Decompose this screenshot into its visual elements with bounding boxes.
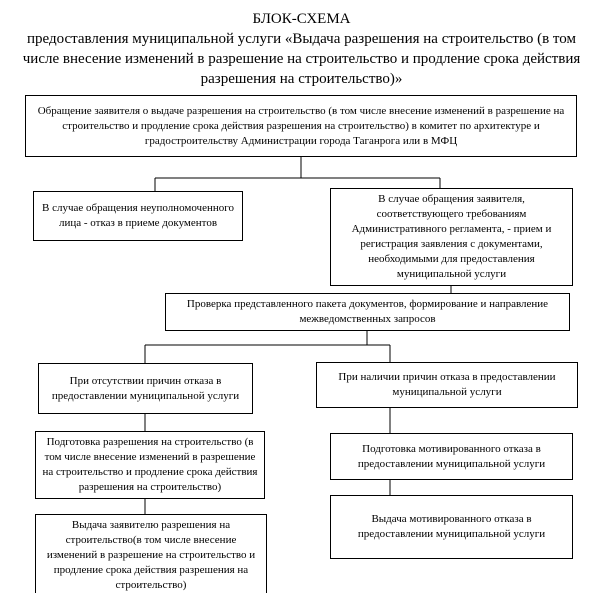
flow-node-prepare-refusal-label: Подготовка мотивированного отказа в предоставлении муниципальной услуги: [357, 442, 546, 470]
flow-node-application-label: Обращение заявителя о выдаче разрешения на строительство (в том числе внесение изменений в разрешение на строительство и продление срока действия разрешения на строительство) в комитет по архитектуре и градостроительству Администрации города Таганрога или в МФЦ: [37, 104, 565, 147]
page-title: БЛОК-СХЕМА: [252, 11, 351, 27]
flow-node-refusal-reasons: [316, 362, 578, 408]
flow-node-issue-permit-label: Выдача заявителю разрешения на строительство(в том числе внесение изменений в разрешение на строительство и продление срока действия разрешения на строительство): [46, 519, 256, 591]
flow-node-refusal-reasons-label: При наличии причин отказа в предоставлении муниципальной услуги: [338, 371, 556, 398]
flow-node-compliant-registration-label: В случае обращения заявителя, соответствующего требованиям Административного регламента, - прием и регистрация заявления с документами, необходимыми для предоставления муниципальной услуги: [351, 193, 552, 280]
flow-node-compliant-registration: [330, 188, 573, 286]
flow-node-issue-permit: [35, 514, 267, 593]
page-subtitle: предоставления муниципальной услуги «Выдача разрешения на строительство (в том числе внесение изменений в разрешение на строительство и продление срока действия разрешения на строительство)»: [22, 31, 581, 87]
flow-node-prepare-refusal: [330, 433, 573, 480]
flow-node-no-refusal-reasons: [38, 363, 253, 414]
flow-node-issue-refusal: [330, 495, 573, 559]
flow-node-document-check: [165, 293, 570, 331]
flow-node-prepare-permit-label: Подготовка разрешения на строительство (в том числе внесение изменений в разрешение на строительство и продление срока действия разрешения на строительство): [42, 436, 258, 493]
flow-node-issue-refusal-label: Выдача мотивированного отказа в предоставлении муниципальной услуги: [357, 513, 546, 540]
flow-node-no-refusal-reasons-label: При отсутствии причин отказа в предоставлении муниципальной услуги: [51, 374, 240, 402]
flow-node-prepare-permit: [35, 431, 265, 499]
flow-node-unauthorized-refusal: [33, 191, 243, 241]
flow-node-document-check-label: Проверка представленного пакета документов, формирование и направление межведомственных запросов: [186, 298, 549, 325]
flow-node-application: [25, 95, 577, 157]
flow-node-unauthorized-refusal-label: В случае обращения неуполномоченного лица - отказ в приеме документов: [42, 202, 234, 229]
